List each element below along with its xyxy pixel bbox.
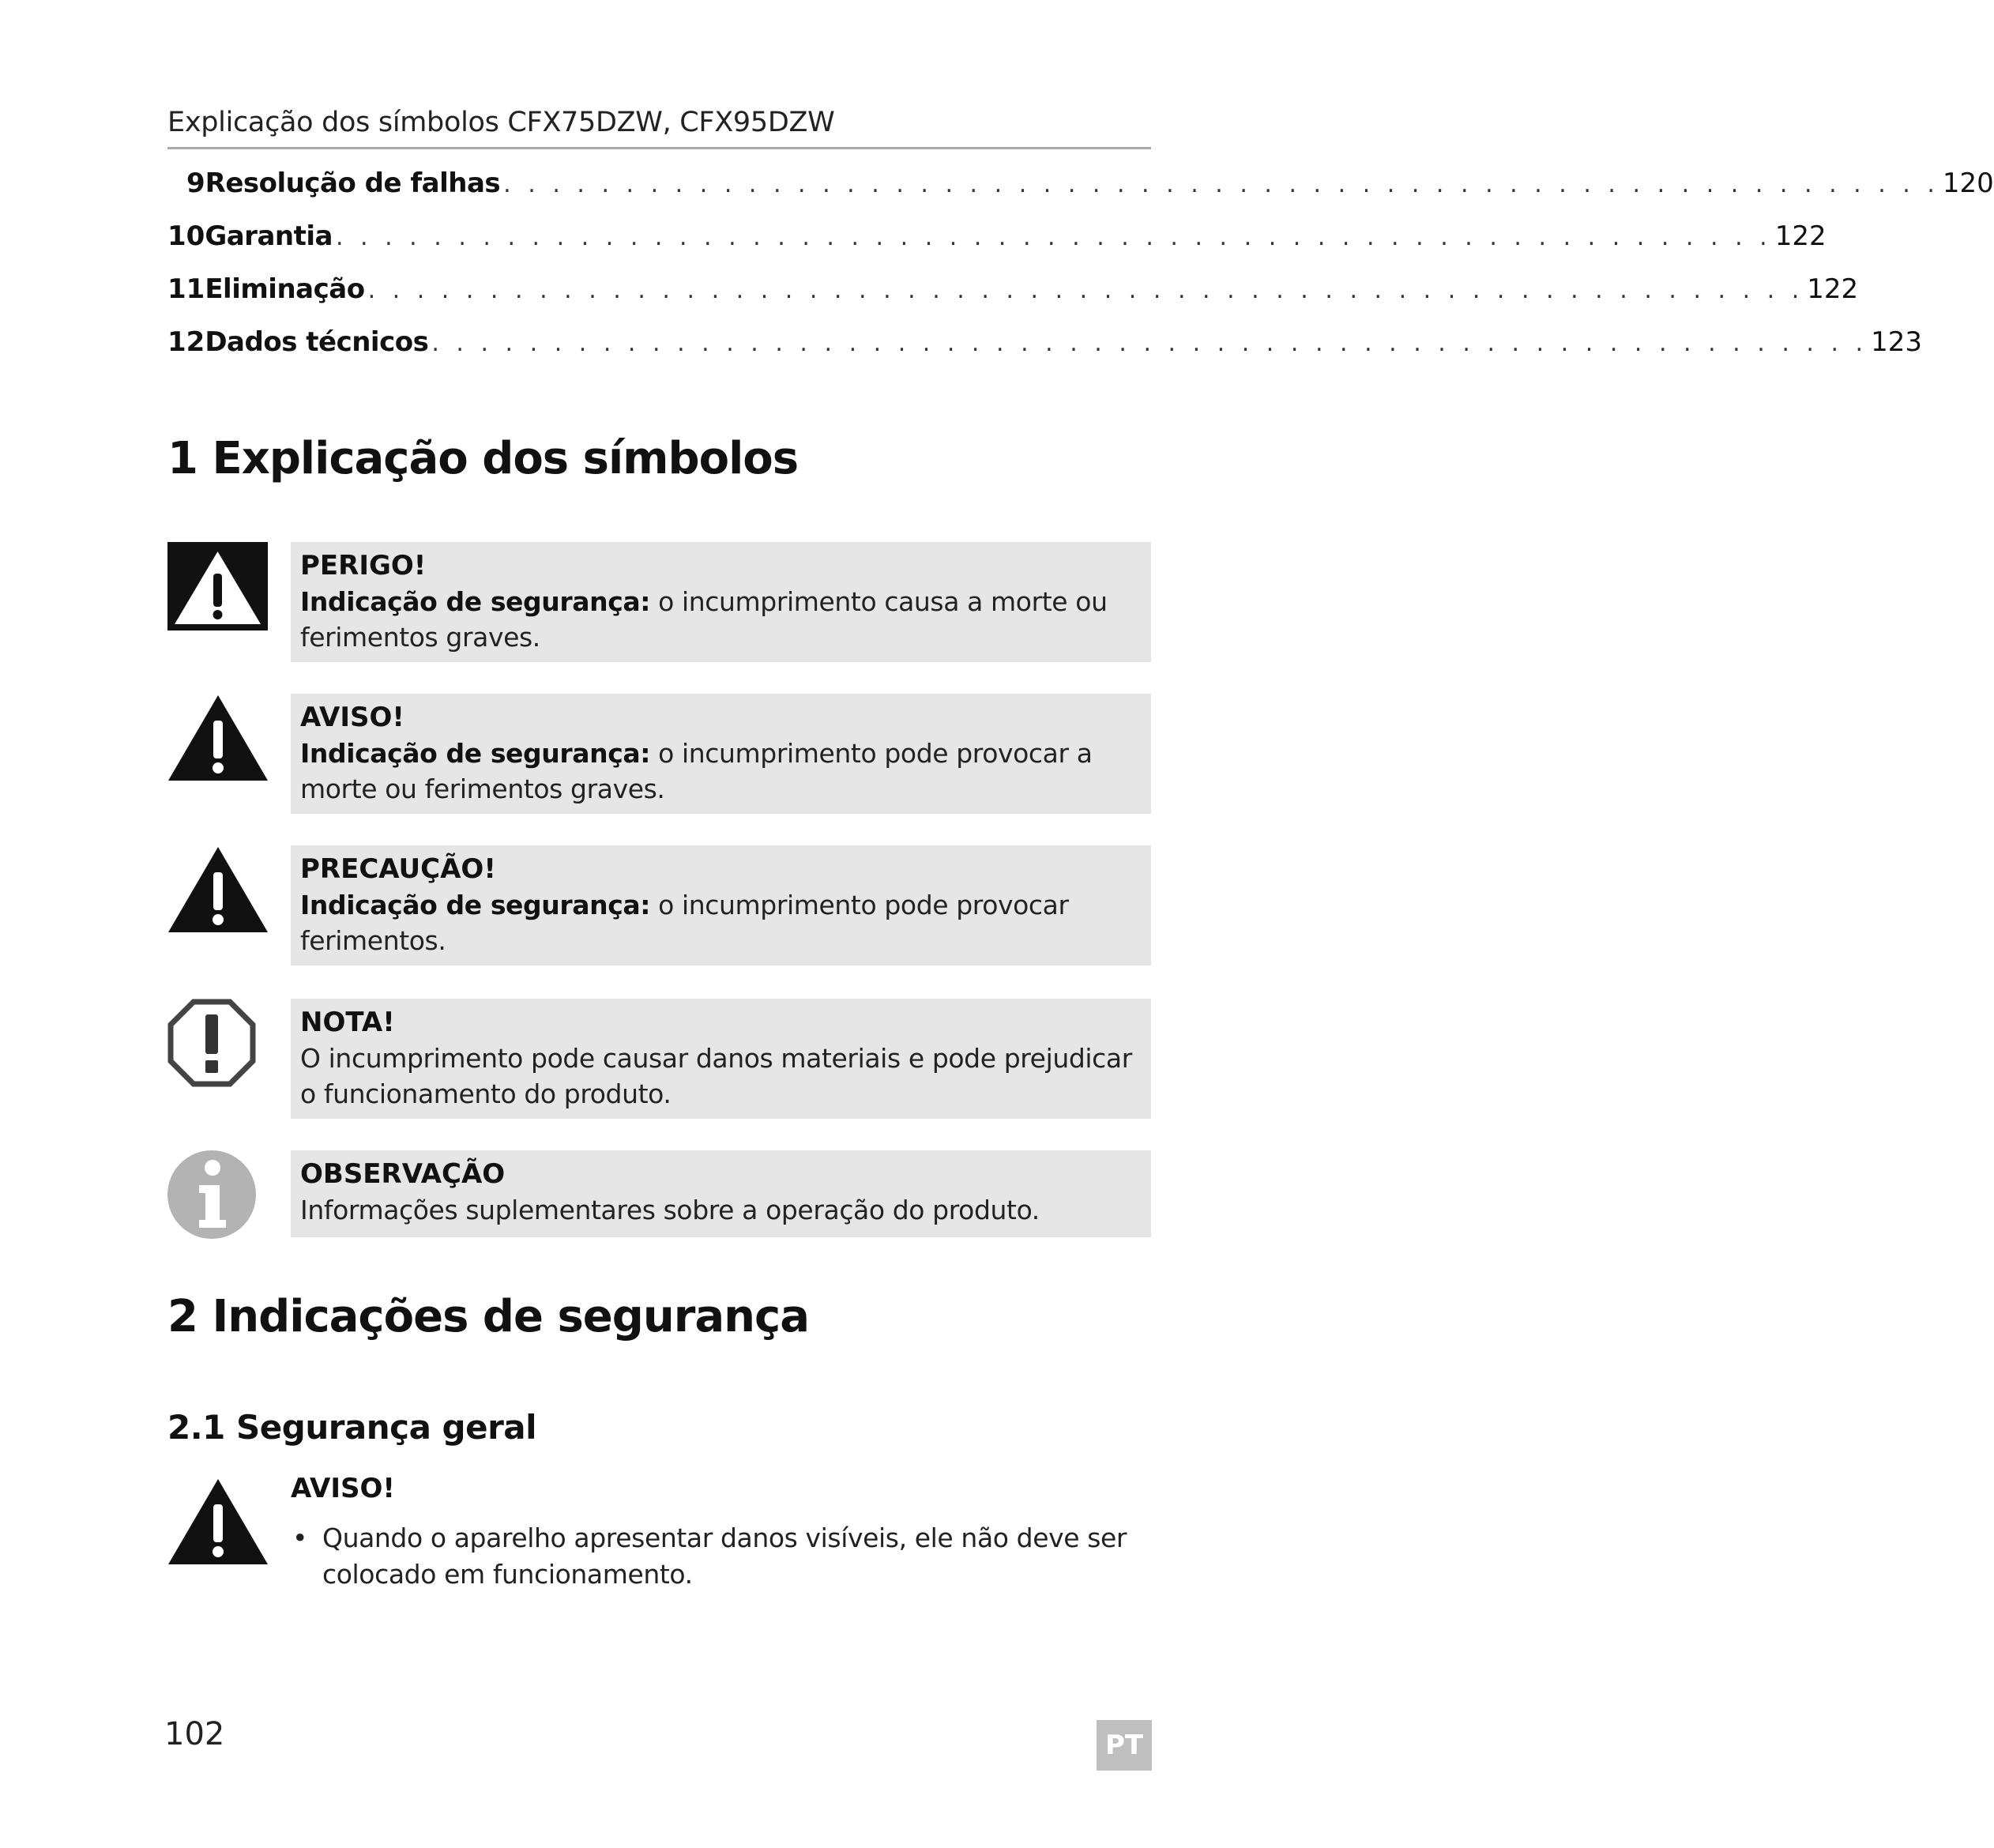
symbol-title: PRECAUÇÃO! (300, 853, 496, 885)
toc-number: 9 (186, 167, 205, 199)
symbol-box (291, 999, 1151, 1119)
symbol-text-body: o incumprimento pode provocar ferimentos. (300, 890, 1069, 956)
toc-leader-dots: . . . . . . . . . . . . . . . . . . . . . . . . . . . . . . . . . . . . . . . . . . . . . . . . . . . . . . . . . . . (431, 329, 1868, 357)
symbol-box (291, 1150, 1151, 1237)
language-badge: PT (1097, 1720, 1152, 1771)
toc-title: Garantia (205, 220, 333, 252)
header-divider (167, 147, 1151, 149)
toc-page: 123 (1871, 326, 1922, 358)
symbol-title: AVISO! (300, 702, 404, 733)
toc-number: 10 (167, 220, 205, 252)
list-item (291, 1520, 1151, 1593)
toc-number: 11 (167, 273, 205, 305)
subsection-2-1-heading: 2.1 Segurança geral (167, 1408, 537, 1447)
info-circle-icon (167, 1150, 256, 1239)
symbol-text (300, 887, 1142, 958)
page-number: 102 (164, 1716, 225, 1752)
symbol-text-body: o incumprimento pode provocar a morte ou ferimentos graves. (300, 738, 1093, 804)
symbol-text (300, 584, 1142, 655)
running-header: Explicação dos símbolos CFX75DZW, CFX95DZW (167, 107, 835, 138)
table-of-contents (167, 167, 1994, 379)
warning-triangle-icon (167, 1477, 269, 1566)
symbol-text-body: Informações suplementares sobre a operação do produto. (300, 1195, 1040, 1225)
symbol-text-bold: Indicação de segurança: (300, 586, 651, 617)
toc-entry[interactable] (167, 167, 1994, 220)
toc-title: Eliminação (205, 273, 365, 305)
toc-number: 12 (167, 326, 205, 358)
toc-leader-dots: . . . . . . . . . . . . . . . . . . . . . . . . . . . . . . . . . . . . . . . . . . . . . . . . . . . . . . . . . . . (503, 171, 1939, 198)
toc-title: Resolução de falhas (205, 167, 501, 199)
symbol-box (291, 694, 1151, 814)
toc-entry[interactable] (167, 273, 1859, 326)
symbol-title: OBSERVAÇÃO (300, 1158, 506, 1190)
symbol-text-body: O incumprimento pode causar danos materiais e pode prejudicar o funcionamento do produto. (300, 1043, 1132, 1109)
list-item-text: Quando o aparelho apresentar danos visíveis, ele não deve ser colocado em funcionamento. (322, 1522, 1127, 1590)
toc-leader-dots: . . . . . . . . . . . . . . . . . . . . . . . . . . . . . . . . . . . . . . . . . . . . . . . . . . . . . . . . . . . (335, 224, 1772, 251)
warning-list (291, 1520, 1151, 1593)
caution-triangle-icon (167, 845, 269, 934)
section-1-heading: 1 Explicação dos símbolos (167, 433, 799, 484)
toc-page: 122 (1807, 273, 1859, 305)
symbol-title: PERIGO! (300, 550, 427, 581)
toc-entry[interactable] (167, 326, 1922, 379)
toc-leader-dots: . . . . . . . . . . . . . . . . . . . . . . . . . . . . . . . . . . . . . . . . . . . . . . . . . . . . . . . . . . . (367, 277, 1804, 304)
symbol-box (291, 845, 1151, 965)
section-2-heading: 2 Indicações de segurança (167, 1291, 809, 1342)
toc-entry[interactable] (167, 220, 1827, 273)
symbol-title: NOTA! (300, 1007, 395, 1038)
symbol-text-body: o incumprimento causa a morte ou ferimentos graves. (300, 586, 1108, 653)
bullet-icon: • (292, 1522, 308, 1553)
warning-title: AVISO! (291, 1473, 395, 1504)
symbol-box (291, 542, 1151, 662)
toc-page: 122 (1774, 220, 1827, 252)
warning-triangle-icon (167, 694, 269, 782)
symbol-text (300, 736, 1142, 807)
symbol-text (300, 1192, 1142, 1228)
danger-triangle-framed-icon (167, 542, 268, 630)
toc-title: Dados técnicos (205, 326, 429, 358)
symbol-text-bold: Indicação de segurança: (300, 738, 651, 769)
notice-octagon-icon (167, 999, 256, 1087)
symbol-text-bold: Indicação de segurança: (300, 890, 651, 920)
symbol-text (300, 1041, 1142, 1112)
toc-page: 120 (1942, 167, 1994, 199)
